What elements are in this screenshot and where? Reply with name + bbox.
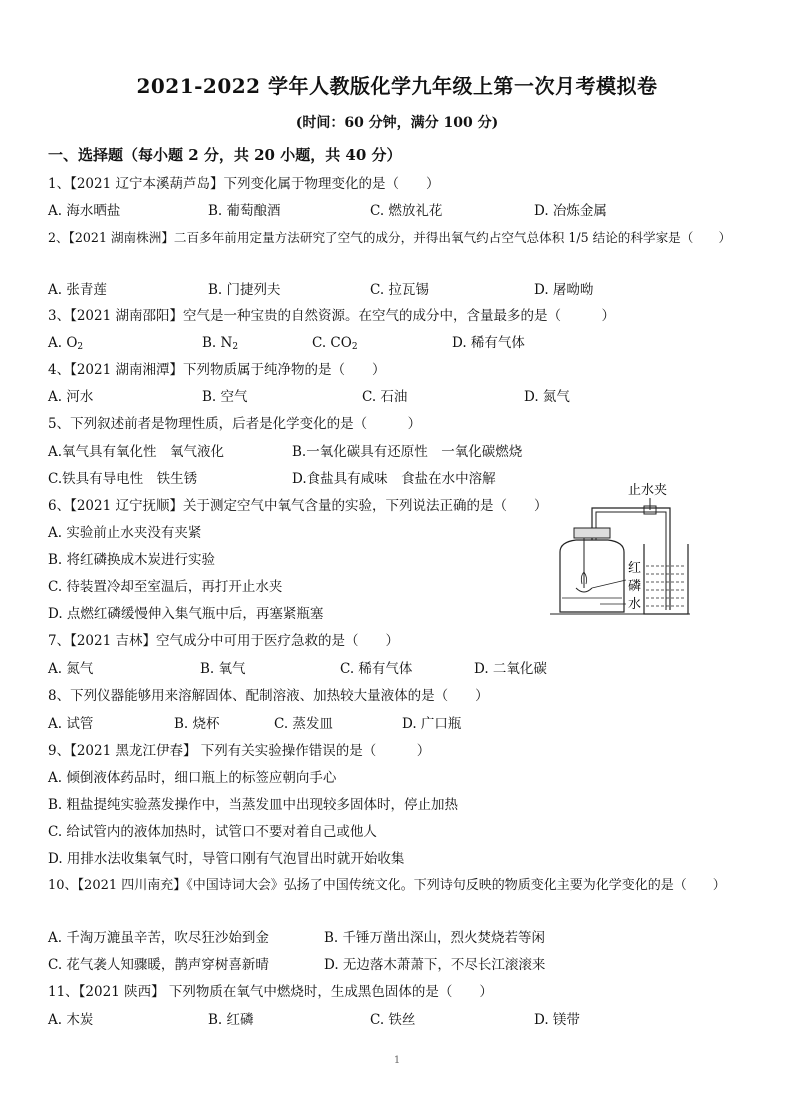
- option-b: B. 氧气: [200, 661, 246, 677]
- spoon-bowl: [576, 588, 592, 592]
- option-c: C. $CO_2$: [312, 335, 358, 352]
- question-9-option-d: D. 用排水法收集氧气时，导管口刚有气泡冒出时就开始收集: [48, 851, 405, 867]
- subscript: 2: [77, 342, 84, 352]
- option-c: C.铁具有导电性 铁生锈: [48, 471, 198, 487]
- option-d: D.食盐具有咸味 食盐在水中溶解: [292, 471, 496, 487]
- option-c: C. 燃放礼花: [370, 203, 443, 219]
- question-8: 8、下列仪器能够用来溶解固体、配制溶液、加热较大量液体的是（ ）: [48, 688, 489, 704]
- option-a: A. 张青莲: [48, 282, 107, 298]
- option-b: B. 千锤万凿出深山，烈火焚烧若等闲: [324, 930, 546, 946]
- question-4: 4、【2021 湖南湘潭】下列物质属于纯净物的是（ ）: [48, 362, 386, 378]
- question-2: 2、【2021 湖南株洲】二百多年前用定量方法研究了空气的成分，并得出氧气约占空气总体积 1/5 结论的科学家是（ ）: [48, 230, 732, 245]
- subscript: 2: [232, 342, 239, 352]
- question-6: 6、【2021 辽宁抚顺】关于测定空气中氧气含量的实验，下列说法正确的是（ ）: [48, 498, 548, 514]
- option-a: A. 氮气: [48, 661, 94, 677]
- stopper: [574, 528, 610, 538]
- question-6-option-d: D. 点燃红磷缓慢伸入集气瓶中后，再塞紧瓶塞: [48, 606, 324, 622]
- option-b: B. $N_2$: [202, 335, 239, 352]
- question-3-options: [48, 334, 748, 352]
- subscript: 2: [351, 342, 358, 352]
- oxygen-experiment-diagram: [540, 480, 690, 620]
- question-11-options: [48, 1011, 748, 1029]
- phosphorus-label-2: 磷: [628, 579, 642, 594]
- question-10-options-row1: [48, 929, 748, 947]
- page-title: 2021-2022 学年人教版化学九年级上第一次月考模拟卷: [136, 74, 658, 98]
- question-10-options-row2: [48, 956, 748, 974]
- question-11: 11、【2021 陕西】 下列物质在氧气中燃烧时，生成黑色固体的是（ ）: [48, 984, 493, 1000]
- question-9-option-a: A. 倾倒液体药品时，细口瓶上的标签应朝向手心: [48, 770, 337, 786]
- question-1-options: [48, 202, 748, 220]
- glass-tube: [592, 508, 670, 610]
- question-3: 3、【2021 湖南邵阳】空气是一种宝贵的自然资源。在空气的成分中，含量最多的是（ ）: [48, 308, 615, 324]
- page-subtitle: (时间：60 分钟，满分 100 分): [295, 115, 499, 131]
- option-c: C. 石油: [362, 389, 408, 405]
- question-8-options: [48, 715, 748, 733]
- question-6-option-a: A. 实验前止水夹没有夹紧: [48, 525, 202, 541]
- question-9: 9、【2021 黑龙江伊春】 下列有关实验操作错误的是（ ）: [48, 743, 431, 759]
- section-heading: 一、选择题（每小题 2 分，共 20 小题，共 40 分）: [48, 146, 402, 164]
- gas-jar: [560, 540, 624, 612]
- option-a: A. 海水晒盐: [48, 203, 121, 219]
- option-b: B. 空气: [202, 389, 248, 405]
- option-a: A. 木炭: [48, 1012, 94, 1028]
- option-c: C. 拉瓦锡: [370, 282, 429, 298]
- page-number: 1: [393, 1055, 401, 1066]
- question-6-option-b: B. 将红磷换成木炭进行实验: [48, 552, 216, 568]
- option-b: B. 烧杯: [174, 716, 220, 732]
- option-d: D. 广口瓶: [402, 716, 462, 732]
- option-d: D. 镁带: [534, 1012, 580, 1028]
- option-a: A. 试管: [48, 716, 94, 732]
- option-a: A. 千淘万漉虽辛苦，吹尽狂沙始到金: [48, 930, 269, 946]
- option-d: D. 屠呦呦: [534, 282, 594, 298]
- question-7: 7、【2021 吉林】空气成分中可用于医疗急救的是（ ）: [48, 633, 399, 649]
- option-d: D. 无边落木萧萧下，不尽长江滚滚来: [324, 957, 546, 973]
- option-c: C. 蒸发皿: [274, 716, 333, 732]
- question-5: 5、下列叙述前者是物理性质，后者是化学变化的是（ ）: [48, 416, 422, 432]
- question-2-options: [48, 281, 748, 299]
- option-c: C. 铁丝: [370, 1012, 416, 1028]
- phosphorus-pointer: [592, 580, 626, 588]
- option-b: B.一氧化碳具有还原性 一氧化碳燃烧: [292, 444, 523, 460]
- clamp-label: 止水夹: [628, 483, 668, 498]
- option-d: D. 二氧化碳: [474, 661, 547, 677]
- option-b: B. 葡萄酿酒: [208, 203, 281, 219]
- option-d: D. 氮气: [524, 389, 570, 405]
- option-a: A. 河水: [48, 389, 94, 405]
- question-6-option-c: C. 待装置冷却至室温后，再打开止水夹: [48, 579, 283, 595]
- question-5-options-row1: [48, 443, 748, 461]
- option-c: C. 花气袭人知骤暖，鹊声穿树喜新晴: [48, 957, 269, 973]
- water-label: 水: [628, 597, 642, 612]
- option-b: B. 红磷: [208, 1012, 254, 1028]
- option-b: B. 门捷列夫: [208, 282, 281, 298]
- phosphorus-label-1: 红: [628, 561, 642, 576]
- option-d: D. 冶炼金属: [534, 203, 607, 219]
- question-9-option-c: C. 给试管内的液体加热时，试管口不要对着自己或他人: [48, 824, 377, 840]
- question-1: 1、【2021 辽宁本溪葫芦岛】下列变化属于物理变化的是（ ）: [48, 176, 440, 192]
- question-7-options: [48, 660, 748, 678]
- option-d: D. 稀有气体: [452, 335, 525, 351]
- question-10: 10、【2021 四川南充】《中国诗词大会》弘扬了中国传统文化。下列诗句反映的物质变化主要为化学变化的是（ ）: [48, 878, 726, 893]
- option-a: A.氧气具有氧化性 氧气液化: [48, 444, 225, 460]
- question-9-option-b: B. 粗盐提纯实验蒸发操作中，当蒸发皿中出现较多固体时，停止加热: [48, 797, 459, 813]
- option-c: C. 稀有气体: [340, 661, 413, 677]
- question-4-options: [48, 388, 748, 406]
- option-a: A. $O_2$: [48, 335, 84, 352]
